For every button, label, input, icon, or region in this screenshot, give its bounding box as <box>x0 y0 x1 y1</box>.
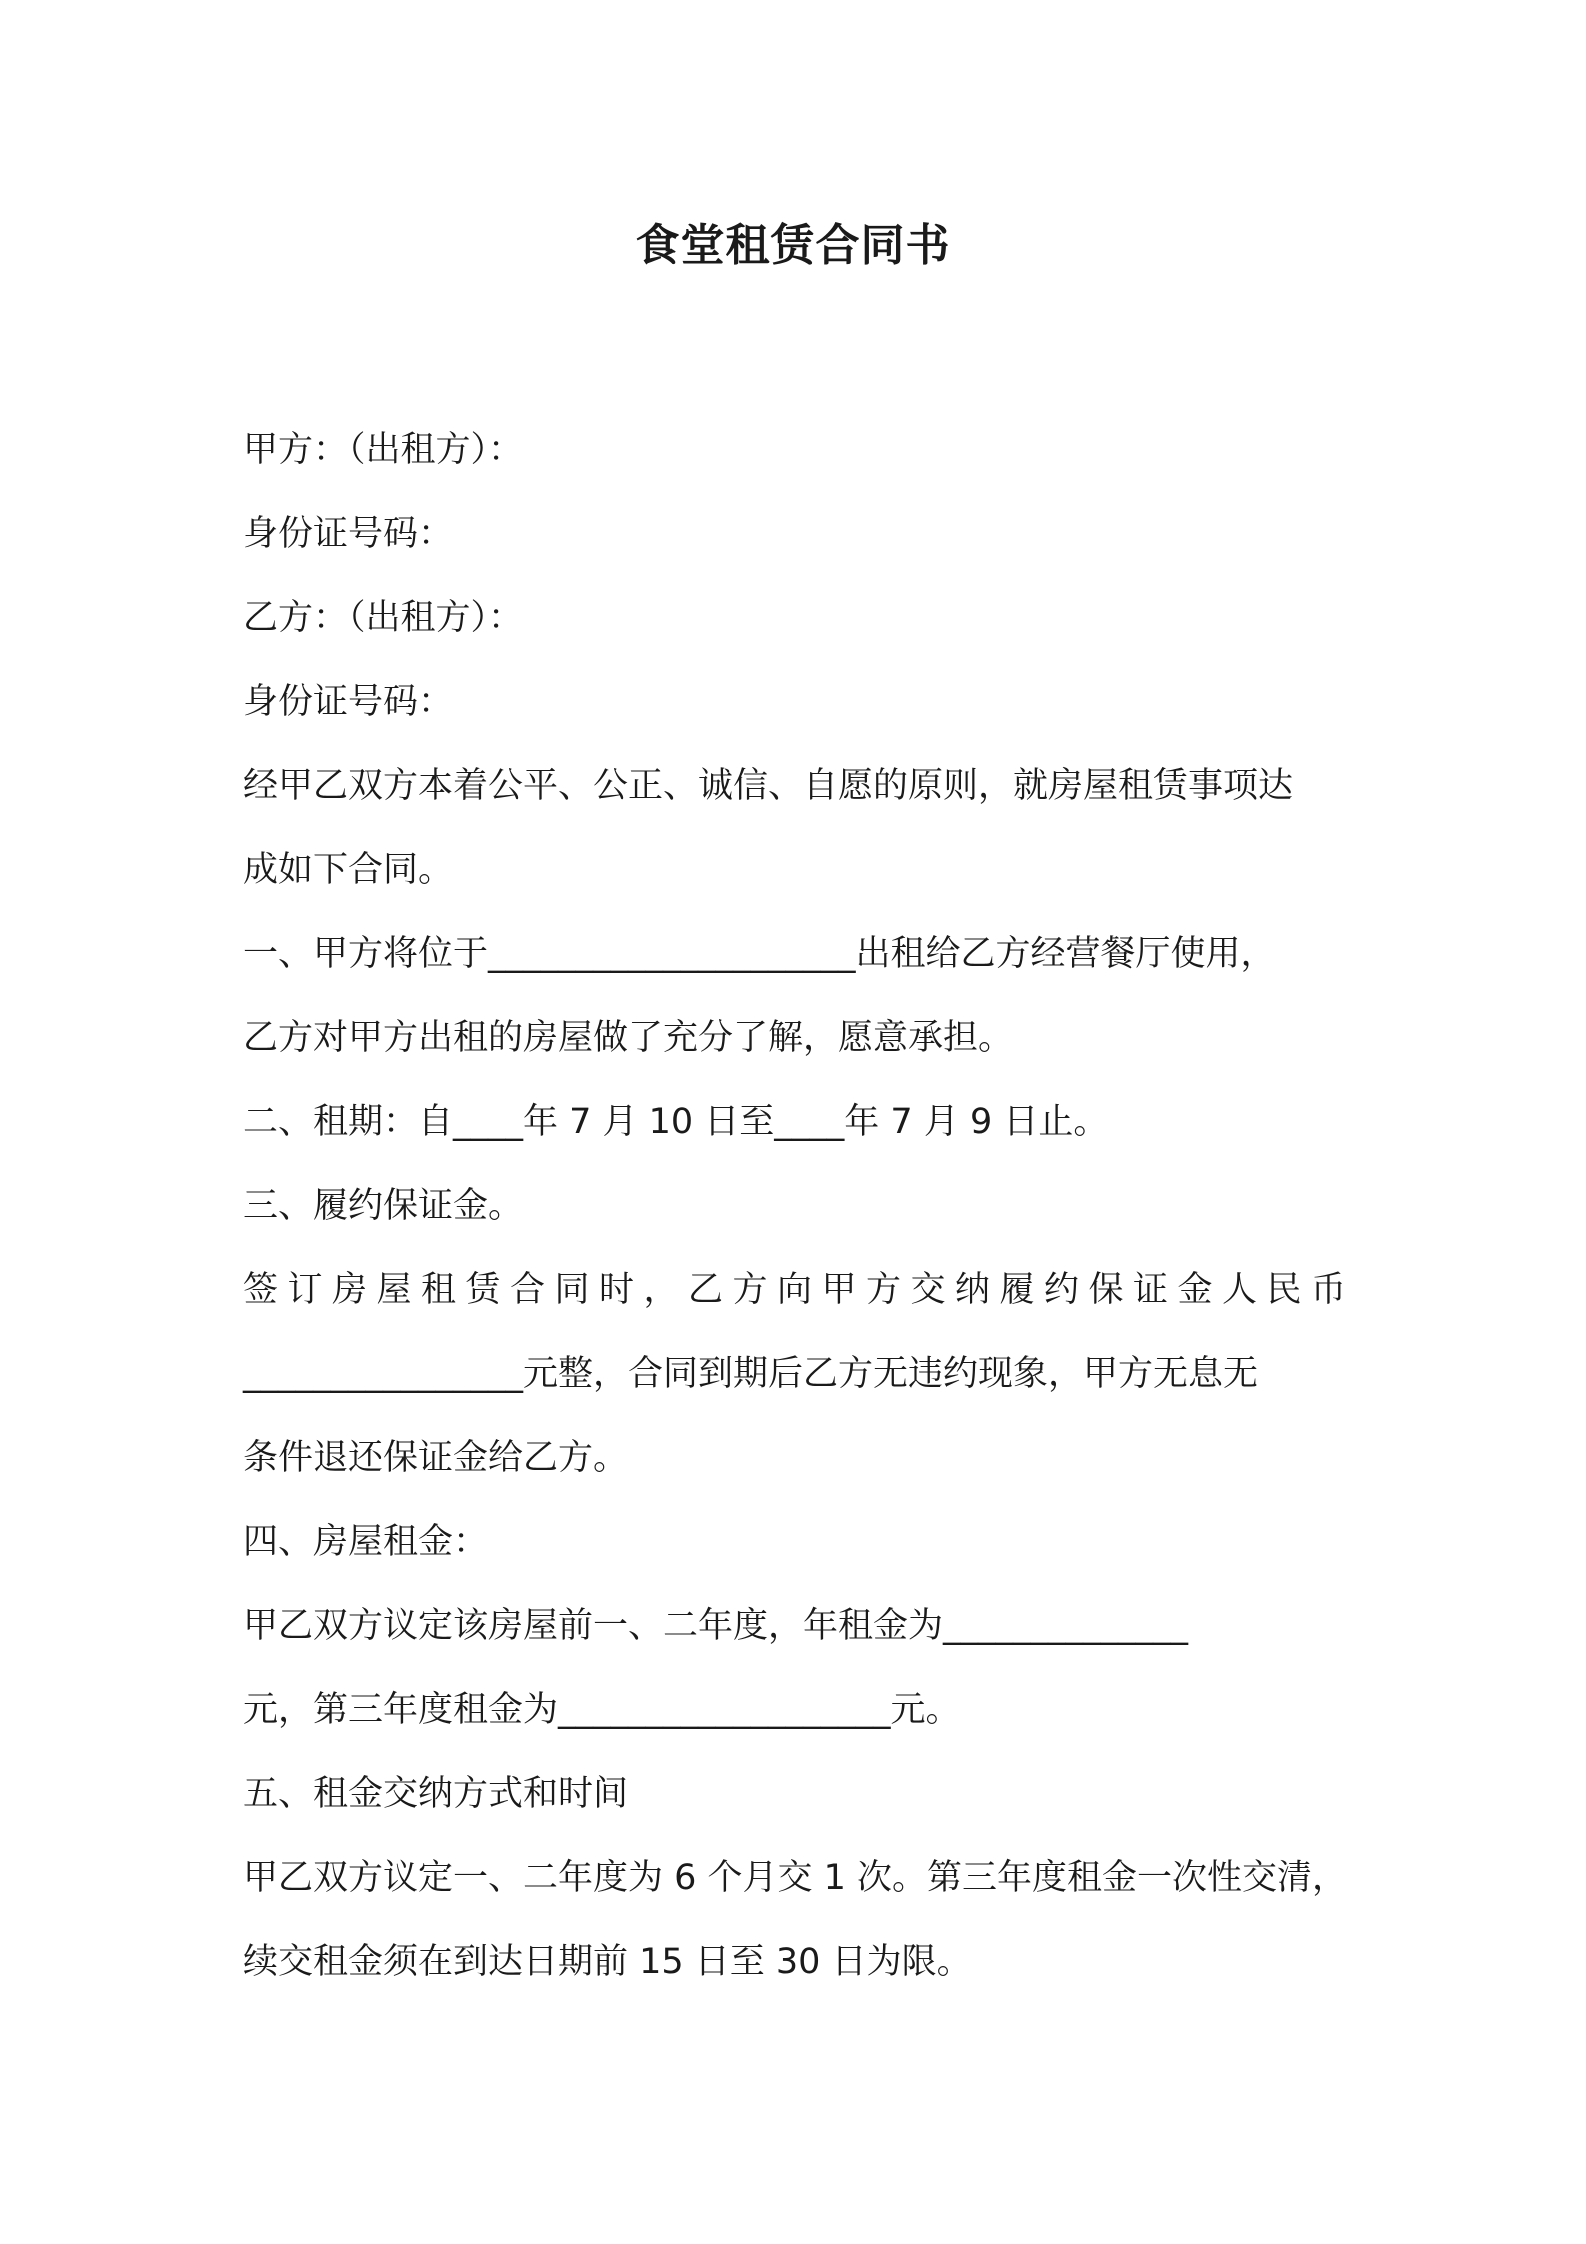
clause-3-line-1: 签订房屋租赁合同时，乙方向甲方交纳履约保证金人民币 <box>243 1270 1356 1310</box>
preamble-line-2: 成如下合同。 <box>243 850 454 890</box>
clause-4-line-2: 元，第三年度租金为___________________元。 <box>243 1690 961 1730</box>
clause-1-line-2: 乙方对甲方出租的房屋做了充分了解，愿意承担。 <box>243 1018 1014 1058</box>
clause-3-line-2: ________________元整，合同到期后乙方无违约现象，甲方无息无 <box>243 1354 1259 1394</box>
clause-3-line-3: 条件退还保证金给乙方。 <box>243 1438 629 1478</box>
document-body <box>243 408 1356 2004</box>
clause-5-heading: 五、租金交纳方式和时间 <box>243 1774 629 1814</box>
party-b-id-line: 身份证号码： <box>243 682 454 722</box>
party-b-line: 乙方：（出租方）： <box>243 598 524 638</box>
document-title: 食堂租赁合同书 <box>635 220 951 271</box>
clause-5-line-1: 甲乙双方议定一、二年度为 6 个月交 1 次。第三年度租金一次性交清， <box>243 1858 1348 1898</box>
preamble-line-1: 经甲乙双方本着公平、公正、诚信、自愿的原则，就房屋租赁事项达 <box>243 766 1294 806</box>
party-a-line: 甲方：（出租方）： <box>243 430 524 470</box>
clause-1-line-1: 一、甲方将位于_____________________出租给乙方经营餐厅使用， <box>243 934 1276 974</box>
clause-5-line-2: 续交租金须在到达日期前 15 日至 30 日为限。 <box>243 1942 972 1982</box>
clause-2-line: 二、租期：自____年 7 月 10 日至____年 7 月 9 日止。 <box>243 1102 1109 1142</box>
clause-4-heading: 四、房屋租金： <box>243 1522 489 1562</box>
clause-3-heading: 三、履约保证金。 <box>243 1186 524 1226</box>
clause-4-line-1: 甲乙双方议定该房屋前一、二年度，年租金为______________ <box>243 1606 1189 1646</box>
party-a-id-line: 身份证号码： <box>243 514 454 554</box>
